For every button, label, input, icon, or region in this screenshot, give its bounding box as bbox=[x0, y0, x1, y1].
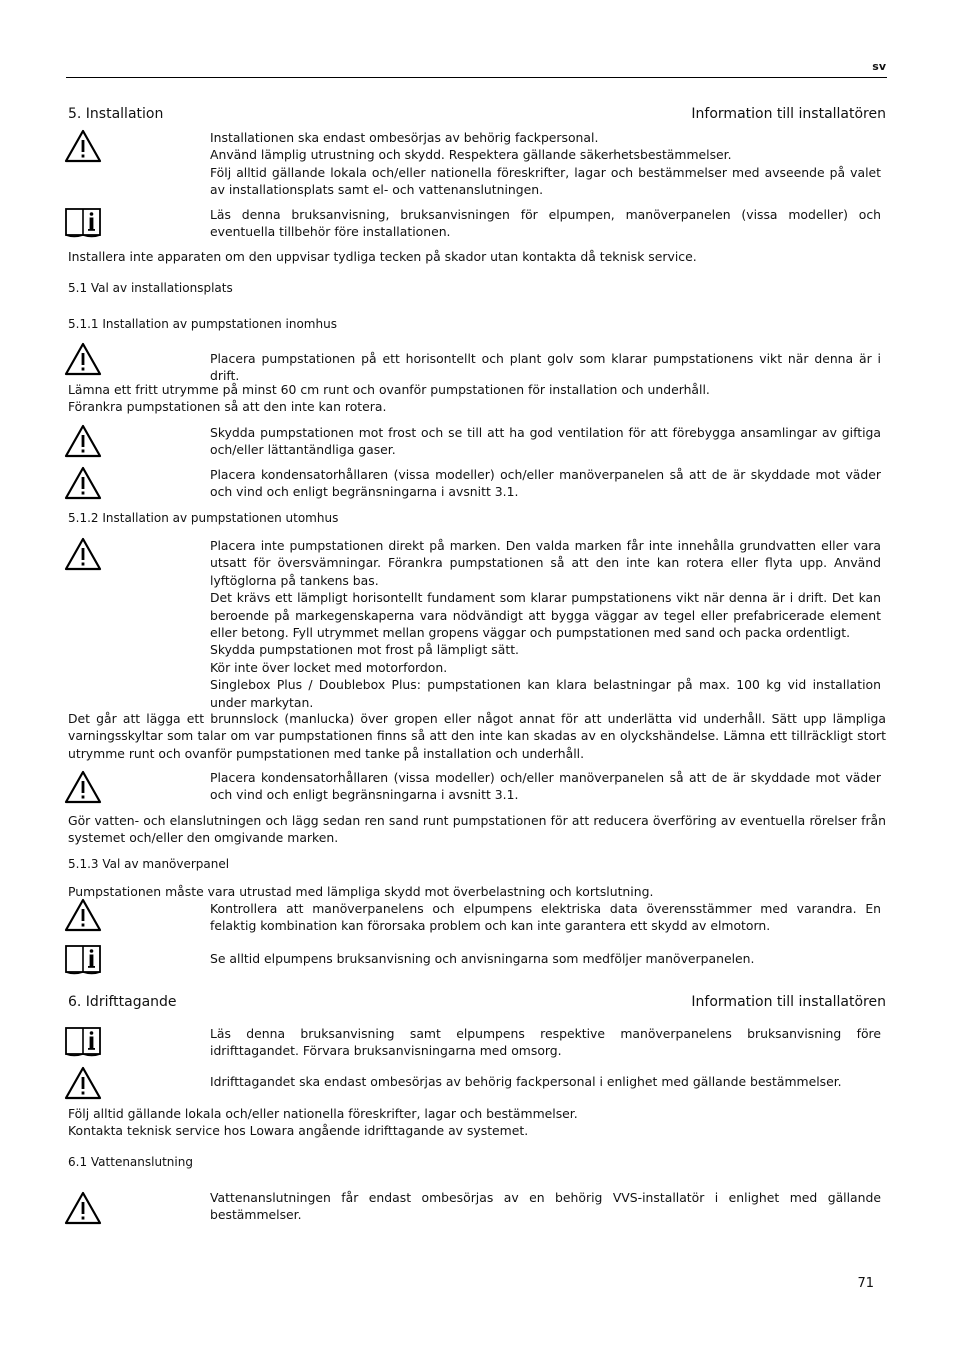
paragraph bbox=[68, 381, 886, 416]
paragraph: Installera inte apparaten om den uppvisar tydliga tecken på skador utan kontakta då teknisk service. bbox=[68, 249, 697, 264]
paragraph: Kontrollera att manöverpanelens och elpumpens elektriska data överensstämmer med varandra. En felaktig kombination kan förorsaka problem och kan inte garantera ett skydd av elmotorn. bbox=[210, 901, 881, 934]
paragraph: Idrifttagandet ska endast ombesörjas av behörig fackpersonal i enlighet med gällande bestämmelser. bbox=[210, 1074, 842, 1089]
warning-icon bbox=[64, 1066, 102, 1100]
warning-icon bbox=[64, 342, 102, 376]
warning-icon bbox=[64, 537, 102, 571]
section-5-1-1-title: 5.1.1 Installation av pumpstationen inomhus bbox=[68, 317, 337, 331]
warning-icon bbox=[64, 898, 102, 932]
warning-icon bbox=[64, 424, 102, 458]
section-6-audience: Information till installatören bbox=[691, 994, 886, 1010]
paragraph: Placera pumpstationen på ett horisontellt och plant golv som klarar pumpstationens vikt när denna är i drift. bbox=[210, 351, 881, 384]
text-line: Följ alltid gällande lokala och/eller nationella föreskrifter, lagar och bestämmelser. bbox=[68, 1106, 578, 1121]
text-line: Kör inte över locket med motorfordon. bbox=[210, 659, 448, 675]
paragraph: Se alltid elpumpens bruksanvisning och anvisningarna som medföljer manöverpanelen. bbox=[210, 951, 755, 966]
section-6-1-title: 6.1 Vattenanslutning bbox=[68, 1155, 193, 1169]
text-line: Installationen ska endast ombesörjas av behörig fackpersonal. bbox=[210, 130, 599, 145]
warning-icon bbox=[64, 466, 102, 500]
paragraph: Gör vatten- och elanslutningen och lägg sedan ren sand runt pumpstationen för att reducera överföring av eventuella rörelser från systemet och/eller den omgivande marken. bbox=[68, 813, 886, 846]
page-number: 71 bbox=[857, 1276, 874, 1291]
paragraph bbox=[68, 1105, 886, 1140]
manual-info-icon bbox=[64, 1024, 102, 1058]
section-5-1-title: 5.1 Val av installationsplats bbox=[68, 281, 233, 295]
text-line: Placera inte pumpstationen direkt på marken. Den valda marken får inte innehålla grundvatten eller vara utsatt för översvämningar. Förankra pumpstationen så att den inte kan rotera eller flyta upp. Använd lyftöglorna på tankens bas. bbox=[210, 538, 881, 588]
section-5-audience: Information till installatören bbox=[691, 106, 886, 122]
paragraph bbox=[210, 129, 881, 199]
warning-icon bbox=[64, 1191, 102, 1225]
paragraph: Skydda pumpstationen mot frost och se till att ha god ventilation för att förebygga ansamlingar av giftiga och/eller lättantändliga gaser. bbox=[210, 425, 881, 458]
text-line: Kontakta teknisk service hos Lowara angående idrifttagande av systemet. bbox=[68, 1123, 529, 1139]
manual-info-icon bbox=[64, 205, 102, 239]
language-code: sv bbox=[872, 60, 886, 73]
paragraph: Läs denna bruksanvisning, bruksanvisningen för elpumpen, manöverpanelen (vissa modeller) och eventuella tillbehör före installationen. bbox=[210, 207, 881, 240]
section-6-title: 6. Idrifttagande bbox=[68, 994, 177, 1010]
warning-icon bbox=[64, 129, 102, 163]
paragraph: Placera kondensatorhållaren (vissa modeller) och/eller manöverpanelen så att de är skyddade mot väder och vind och enligt begränsningarna i avsnitt 3.1. bbox=[210, 770, 881, 803]
text-line: Använd lämplig utrustning och skydd. Respektera gällande säkerhetsbestämmelser. bbox=[210, 147, 732, 163]
paragraph: Pumpstationen måste vara utrustad med lämpliga skydd mot överbelastning och kortslutning. bbox=[68, 884, 654, 899]
text-line: Det krävs ett lämpligt horisontellt fundament som klarar pumpstationens vikt när denna är i drift. Det kan beroende på markegenskaperna vara nödvändigt att bygga väggar av tegel eller prefabricerade element eller betong. Fyll utrymmet mellan gropens väggar och pumpstationen med sand och packa ordentligt. bbox=[210, 590, 881, 641]
manual-info-icon bbox=[64, 942, 102, 976]
paragraph: Det går att lägga ett brunnslock (manlucka) över gropen eller något annat för att underlätta vid underhåll. Sätt upp lämpliga varningsskyltar som talar om var pumpstationen finns så att den inte kan skadas av en olyckshändelse. Lämna ett tillräckligt stort utrymme runt och ovanför pumpstationen med tanke på installation och underhåll. bbox=[68, 711, 886, 761]
paragraph: Läs denna bruksanvisning samt elpumpens respektive manöverpanelens bruksanvisning före idrifttagandet. Förvara bruksanvisningarna med omsorg. bbox=[210, 1026, 881, 1059]
paragraph bbox=[210, 537, 881, 711]
section-5-1-3-title: 5.1.3 Val av manöverpanel bbox=[68, 857, 230, 871]
section-5-title: 5. Installation bbox=[68, 106, 164, 122]
section-5-1-2-title: 5.1.2 Installation av pumpstationen utomhus bbox=[68, 511, 339, 525]
text-line: Lämna ett fritt utrymme på minst 60 cm runt och ovanför pumpstationen för installation och underhåll. bbox=[68, 382, 710, 397]
text-line: Singlebox Plus / Doublebox Plus: pumpstationen kan klara belastningar på max. 100 kg vid installation under markytan. bbox=[210, 677, 881, 710]
paragraph: Placera kondensatorhållaren (vissa modeller) och/eller manöverpanelen så att de är skyddade mot väder och vind och enligt begränsningarna i avsnitt 3.1. bbox=[210, 467, 881, 500]
header-rule bbox=[66, 77, 887, 78]
paragraph: Vattenanslutningen får endast ombesörjas av en behörig VVS-installatör i enlighet med gällande bestämmelser. bbox=[210, 1190, 881, 1223]
text-line: Följ alltid gällande lokala och/eller nationella föreskrifter, lagar och bestämmelser med avseende på valet av installationsplats samt el- och vattenanslutningen. bbox=[210, 164, 881, 198]
text-line: Förankra pumpstationen så att den inte kan rotera. bbox=[68, 399, 387, 415]
text-line: Skydda pumpstationen mot frost på lämpligt sätt. bbox=[210, 642, 519, 658]
warning-icon bbox=[64, 770, 102, 804]
